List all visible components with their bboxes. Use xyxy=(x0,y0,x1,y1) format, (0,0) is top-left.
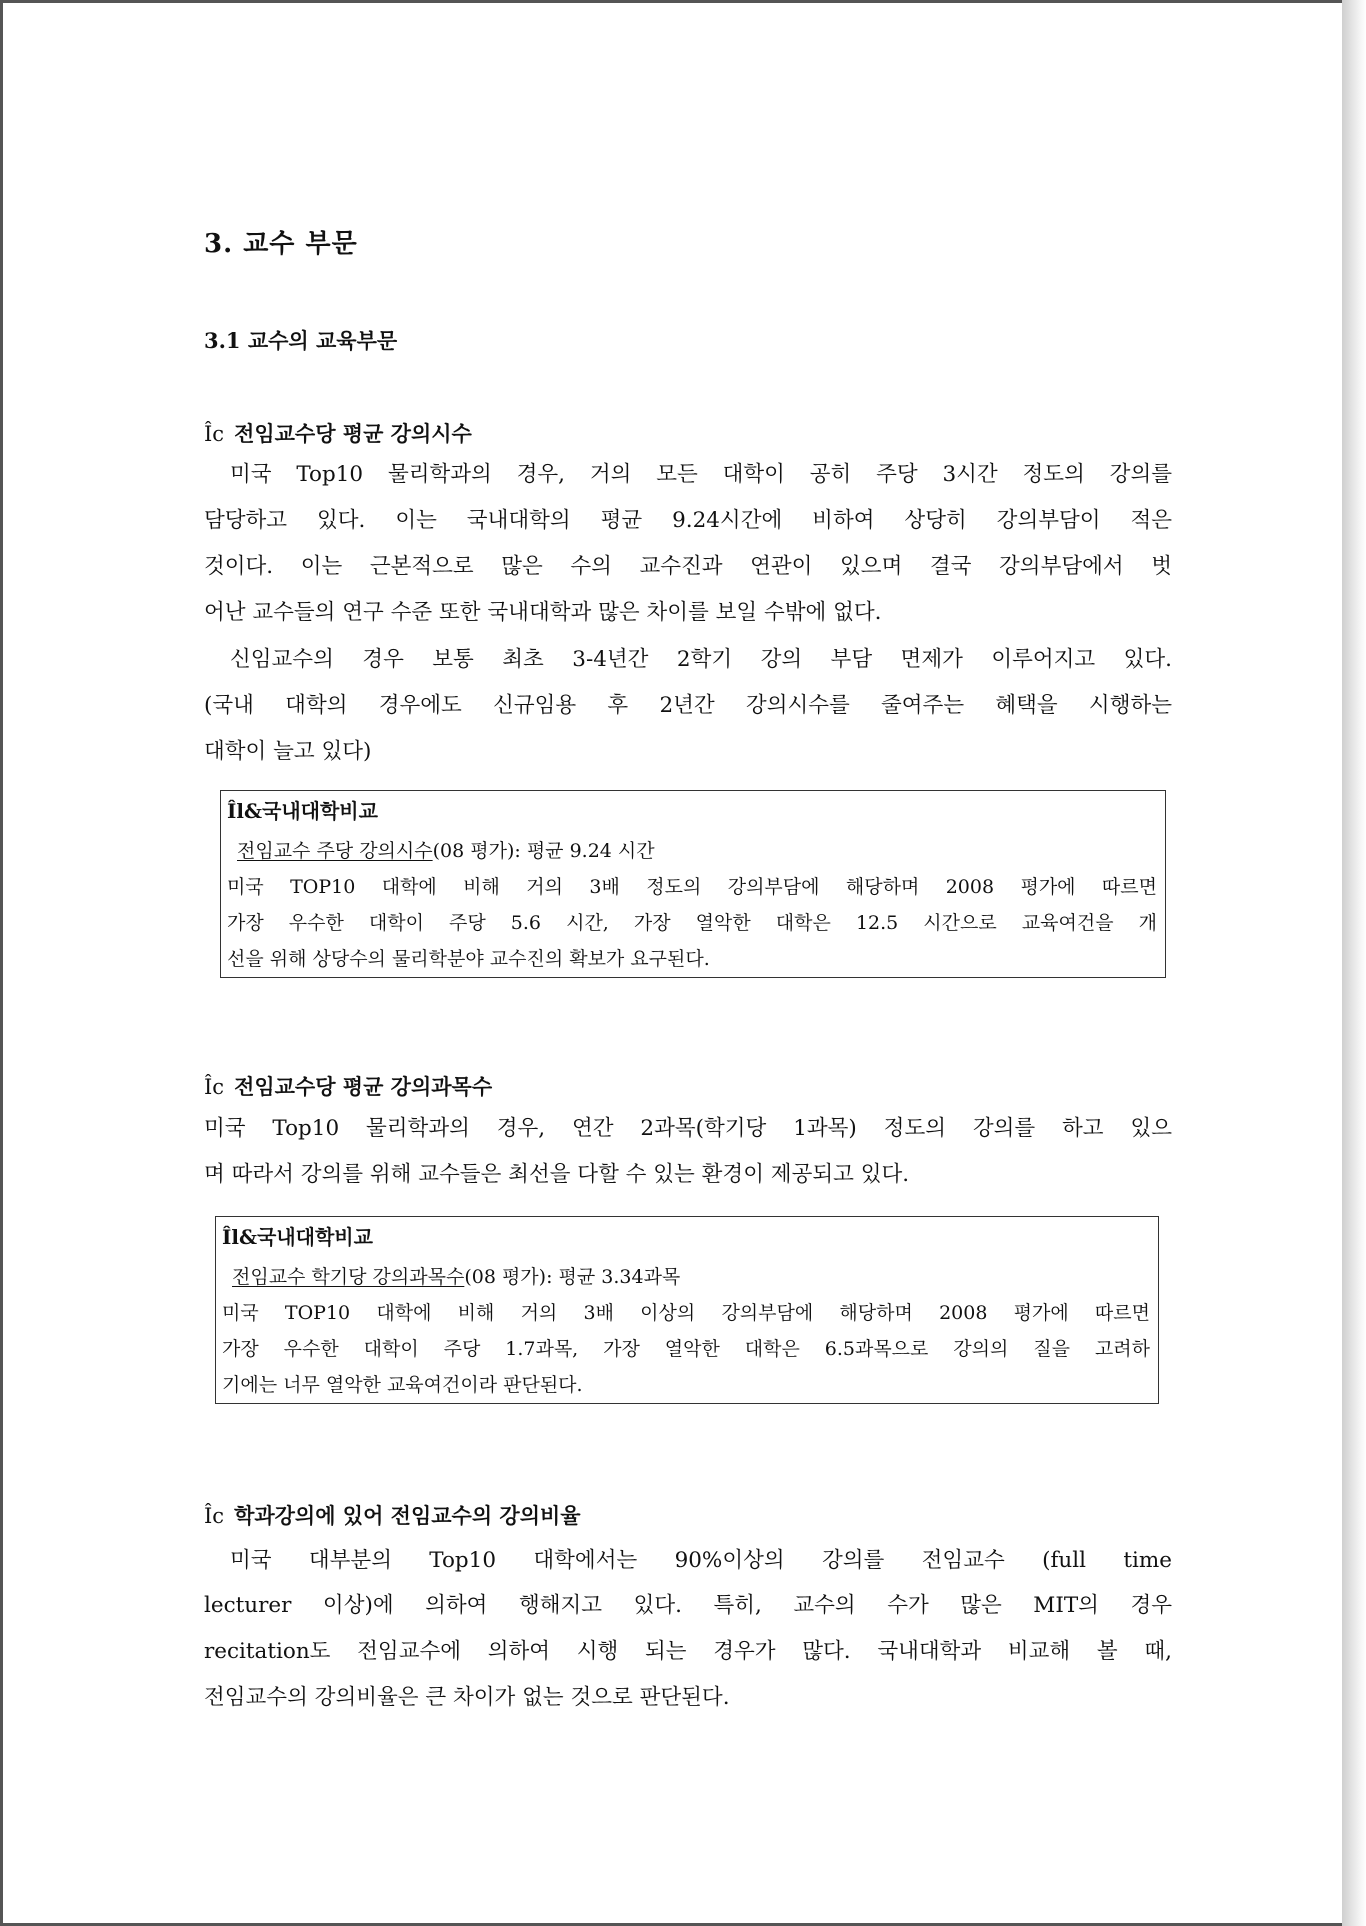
box-subtitle xyxy=(237,836,655,863)
heading-lecture-ratio xyxy=(204,1500,581,1530)
bullet-glyph: Îc xyxy=(204,422,225,446)
paragraph-line: 어난 교수들의 연구 수준 또한 국내대학과 많은 차이를 보일 수밖에 없다. xyxy=(204,600,882,625)
section-title: 3. 교수 부문 xyxy=(204,229,358,259)
box-line: 미국 TOP10 대학에 비해 거의 3배 이상의 강의부담에 해당하며 2008 평가에 따르면 xyxy=(222,1302,1150,1324)
box-subtitle-underlined: 전임교수 주당 강의시수 xyxy=(237,840,433,862)
paragraph-line: 신임교수의 경우 보통 최초 3-4년간 2학기 강의 부담 면제가 이루어지고 있다. xyxy=(230,647,1172,672)
heading-lecture-hours xyxy=(204,418,472,448)
paragraph-line: 전임교수의 강의비율은 큰 차이가 없는 것으로 판단된다. xyxy=(204,1685,730,1710)
heading-course-count xyxy=(204,1071,492,1101)
paragraph-line: 미국 Top10 물리학과의 경우, 거의 모든 대학이 공히 주당 3시간 정도의 강의를 xyxy=(230,462,1172,487)
comparison-box xyxy=(220,790,1166,978)
box-line: 선을 위해 상당수의 물리학분야 교수진의 확보가 요구된다. xyxy=(227,948,710,970)
box-glyph: Îl& xyxy=(227,799,263,823)
heading-text: 학과강의에 있어 전임교수의 강의비율 xyxy=(234,1503,581,1528)
subsection-title: 3.1 교수의 교육부문 xyxy=(204,328,398,353)
box-title-text: 국내대학비교 xyxy=(262,799,378,823)
paragraph-line: 미국 Top10 물리학과의 경우, 연간 2과목(학기당 1과목) 정도의 강의를 하고 있으 xyxy=(204,1116,1172,1141)
bullet-glyph: Îc xyxy=(204,1504,225,1528)
paragraph-line: lecturer 이상)에 의하여 행해지고 있다. 특히, 교수의 수가 많은 MIT의 경우 xyxy=(204,1593,1172,1618)
paragraph-line: 것이다. 이는 근본적으로 많은 수의 교수진과 연관이 있으며 결국 강의부담에서 벗 xyxy=(204,554,1172,579)
page-shadow xyxy=(1342,0,1366,1926)
paragraph-line: 대학이 늘고 있다) xyxy=(204,739,372,764)
box-title xyxy=(222,1221,373,1250)
paragraph-line: (국내 대학의 경우에도 신규임용 후 2년간 강의시수를 줄여주는 혜택을 시행하는 xyxy=(204,693,1172,718)
box-glyph: Îl& xyxy=(222,1225,258,1249)
box-subtitle-underlined: 전임교수 학기당 강의과목수 xyxy=(232,1266,465,1288)
heading-text: 전임교수당 평균 강의시수 xyxy=(234,421,472,446)
box-subtitle xyxy=(232,1262,680,1289)
paragraph-line: 미국 대부분의 Top10 대학에서는 90%이상의 강의를 전임교수 (full time xyxy=(230,1548,1172,1573)
paragraph-line: recitation도 전임교수에 의하여 시행 되는 경우가 많다. 국내대학과 비교해 볼 때, xyxy=(204,1639,1172,1664)
box-title xyxy=(227,795,378,824)
box-line: 가장 우수한 대학이 주당 5.6 시간, 가장 열악한 대학은 12.5 시간으로 교육여건을 개 xyxy=(227,912,1157,934)
box-line: 가장 우수한 대학이 주당 1.7과목, 가장 열악한 대학은 6.5과목으로 강의의 질을 고려하 xyxy=(222,1338,1150,1360)
bullet-glyph: Îc xyxy=(204,1075,225,1099)
comparison-box xyxy=(215,1216,1159,1404)
heading-text: 전임교수당 평균 강의과목수 xyxy=(234,1074,493,1099)
box-line: 기에는 너무 열악한 교육여건이라 판단된다. xyxy=(222,1374,583,1396)
paragraph-line: 담당하고 있다. 이는 국내대학의 평균 9.24시간에 비하여 상당히 강의부담이 적은 xyxy=(204,508,1172,533)
box-subtitle-rest: (08 평가): 평균 3.34과목 xyxy=(464,1266,681,1288)
box-line: 미국 TOP10 대학에 비해 거의 3배 정도의 강의부담에 해당하며 2008 평가에 따르면 xyxy=(227,876,1157,898)
paragraph-line: 며 따라서 강의를 위해 교수들은 최선을 다할 수 있는 환경이 제공되고 있다. xyxy=(204,1162,910,1187)
box-subtitle-rest: (08 평가): 평균 9.24 시간 xyxy=(432,840,655,862)
box-title-text: 국내대학비교 xyxy=(257,1225,373,1249)
